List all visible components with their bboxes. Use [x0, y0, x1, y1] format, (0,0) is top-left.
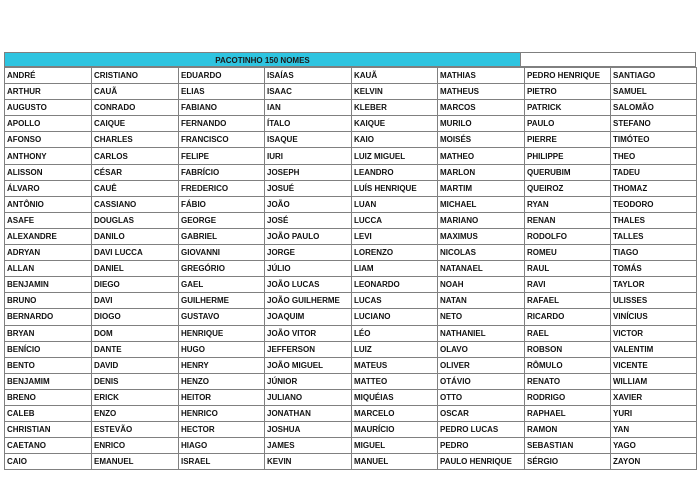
name-cell[interactable]: JORGE: [265, 245, 352, 261]
table-row: [5, 68, 697, 84]
name-cell[interactable]: ANDRÉ: [5, 68, 92, 84]
name-cell[interactable]: HENRY: [179, 357, 265, 373]
name-cell[interactable]: CAUÊ: [92, 180, 179, 196]
name-cell[interactable]: NATANAEL: [438, 261, 525, 277]
name-cell[interactable]: STEFANO: [611, 116, 697, 132]
name-cell[interactable]: JOÃO MIGUEL: [265, 357, 352, 373]
name-cell[interactable]: YAN: [611, 422, 697, 438]
name-cell[interactable]: CASSIANO: [92, 196, 179, 212]
table-row: [5, 341, 697, 357]
table-row: [5, 84, 697, 100]
name-cell[interactable]: RYAN: [525, 196, 611, 212]
name-cell[interactable]: IAN: [265, 100, 352, 116]
name-cell[interactable]: LUIZ MIGUEL: [352, 148, 438, 164]
name-cell[interactable]: JÚLIO: [265, 261, 352, 277]
name-cell[interactable]: NOAH: [438, 277, 525, 293]
name-cell[interactable]: ELIAS: [179, 84, 265, 100]
name-cell[interactable]: LEONARDO: [352, 277, 438, 293]
name-cell[interactable]: TIAGO: [611, 245, 697, 261]
name-cell[interactable]: DENIS: [92, 373, 179, 389]
name-cell[interactable]: TALLES: [611, 228, 697, 244]
table-row: [5, 100, 697, 116]
name-cell[interactable]: OLIVER: [438, 357, 525, 373]
name-cell[interactable]: BRUNO: [5, 293, 92, 309]
name-cell[interactable]: CALEB: [5, 405, 92, 421]
table-row: [5, 293, 697, 309]
name-cell[interactable]: LUAN: [352, 196, 438, 212]
name-cell[interactable]: KELVIN: [352, 84, 438, 100]
name-cell[interactable]: HECTOR: [179, 422, 265, 438]
name-cell[interactable]: THOMAZ: [611, 180, 697, 196]
name-cell[interactable]: YURI: [611, 405, 697, 421]
name-cell[interactable]: ERICK: [92, 389, 179, 405]
name-cell[interactable]: QUEIROZ: [525, 180, 611, 196]
name-cell[interactable]: BRENO: [5, 389, 92, 405]
name-cell[interactable]: HIAGO: [179, 438, 265, 454]
name-cell[interactable]: BENÍCIO: [5, 341, 92, 357]
name-cell[interactable]: DIEGO: [92, 277, 179, 293]
table-row: [5, 277, 697, 293]
name-cell[interactable]: YAGO: [611, 438, 697, 454]
name-cell[interactable]: GEORGE: [179, 212, 265, 228]
name-cell[interactable]: PATRICK: [525, 100, 611, 116]
name-cell[interactable]: MATEUS: [352, 357, 438, 373]
name-cell[interactable]: FABIANO: [179, 100, 265, 116]
name-cell[interactable]: DAVI LUCCA: [92, 245, 179, 261]
header-row: [4, 52, 696, 67]
name-cell[interactable]: SAMUEL: [611, 84, 697, 100]
name-cell[interactable]: DAVI: [92, 293, 179, 309]
name-cell[interactable]: RAPHAEL: [525, 405, 611, 421]
name-cell[interactable]: HENZO: [179, 373, 265, 389]
table-row: [5, 148, 697, 164]
names-table-body: [5, 68, 697, 470]
name-cell[interactable]: TADEU: [611, 164, 697, 180]
table-row: [5, 438, 697, 454]
name-cell[interactable]: QUERUBIM: [525, 164, 611, 180]
name-cell[interactable]: GAEL: [179, 277, 265, 293]
name-cell[interactable]: TIMÓTEO: [611, 132, 697, 148]
names-table: [4, 67, 697, 470]
name-cell[interactable]: TEODORO: [611, 196, 697, 212]
name-cell[interactable]: RAMON: [525, 422, 611, 438]
name-cell[interactable]: HUGO: [179, 341, 265, 357]
name-cell[interactable]: ROMEU: [525, 245, 611, 261]
name-cell[interactable]: ASAFE: [5, 212, 92, 228]
name-cell[interactable]: DANIEL: [92, 261, 179, 277]
name-cell[interactable]: TOMÁS: [611, 261, 697, 277]
name-cell[interactable]: PAULO: [525, 116, 611, 132]
header-empty-cell[interactable]: [521, 52, 696, 67]
name-cell[interactable]: NATHANIEL: [438, 325, 525, 341]
name-cell[interactable]: FELIPE: [179, 148, 265, 164]
name-cell[interactable]: JEFFERSON: [265, 341, 352, 357]
name-cell[interactable]: PHILIPPE: [525, 148, 611, 164]
name-cell[interactable]: LEVI: [352, 228, 438, 244]
name-cell[interactable]: JOÃO PAULO: [265, 228, 352, 244]
name-cell[interactable]: MIGUEL: [352, 438, 438, 454]
name-cell[interactable]: PIERRE: [525, 132, 611, 148]
table-row: [5, 212, 697, 228]
name-cell[interactable]: RODRIGO: [525, 389, 611, 405]
name-cell[interactable]: SALOMÃO: [611, 100, 697, 116]
name-cell[interactable]: RAVI: [525, 277, 611, 293]
name-cell[interactable]: LIAM: [352, 261, 438, 277]
name-cell[interactable]: MARLON: [438, 164, 525, 180]
name-cell[interactable]: LUÍS HENRIQUE: [352, 180, 438, 196]
table-row: [5, 245, 697, 261]
name-cell[interactable]: MANUEL: [352, 454, 438, 470]
name-cell[interactable]: KAIQUE: [352, 116, 438, 132]
name-cell[interactable]: CAETANO: [5, 438, 92, 454]
name-cell[interactable]: SEBASTIAN: [525, 438, 611, 454]
name-cell[interactable]: OTTO: [438, 389, 525, 405]
name-cell[interactable]: JOÃO GUILHERME: [265, 293, 352, 309]
name-cell[interactable]: JAMES: [265, 438, 352, 454]
name-cell[interactable]: ALLAN: [5, 261, 92, 277]
name-cell[interactable]: ENRICO: [92, 438, 179, 454]
name-cell[interactable]: GREGÓRIO: [179, 261, 265, 277]
name-cell[interactable]: GABRIEL: [179, 228, 265, 244]
name-cell[interactable]: ENZO: [92, 405, 179, 421]
table-row: [5, 116, 697, 132]
name-cell[interactable]: XAVIER: [611, 389, 697, 405]
name-cell[interactable]: ESTEVÃO: [92, 422, 179, 438]
name-cell[interactable]: CHARLES: [92, 132, 179, 148]
name-cell[interactable]: AFONSO: [5, 132, 92, 148]
name-cell[interactable]: RICARDO: [525, 309, 611, 325]
table-row: [5, 228, 697, 244]
name-cell[interactable]: JOSÉ: [265, 212, 352, 228]
name-cell[interactable]: OTÁVIO: [438, 373, 525, 389]
table-row: [5, 164, 697, 180]
name-cell[interactable]: ALEXANDRE: [5, 228, 92, 244]
name-cell[interactable]: FRANCISCO: [179, 132, 265, 148]
name-cell[interactable]: PIETRO: [525, 84, 611, 100]
name-cell[interactable]: WILLIAM: [611, 373, 697, 389]
name-cell[interactable]: MATHEO: [438, 148, 525, 164]
name-cell[interactable]: JOÃO LUCAS: [265, 277, 352, 293]
name-cell[interactable]: TAYLOR: [611, 277, 697, 293]
name-cell[interactable]: APOLLO: [5, 116, 92, 132]
table-row: [5, 405, 697, 421]
name-cell[interactable]: HENRIQUE: [179, 325, 265, 341]
name-cell[interactable]: PEDRO HENRIQUE: [525, 68, 611, 84]
name-cell[interactable]: GUILHERME: [179, 293, 265, 309]
name-cell[interactable]: RÔMULO: [525, 357, 611, 373]
name-cell[interactable]: RENAN: [525, 212, 611, 228]
name-cell[interactable]: CAUÃ: [92, 84, 179, 100]
name-cell[interactable]: JOSHUA: [265, 422, 352, 438]
table-row: [5, 196, 697, 212]
name-cell[interactable]: EMANUEL: [92, 454, 179, 470]
name-cell[interactable]: KAUÃ: [352, 68, 438, 84]
name-cell[interactable]: PEDRO LUCAS: [438, 422, 525, 438]
name-cell[interactable]: OLAVO: [438, 341, 525, 357]
name-cell[interactable]: FREDERICO: [179, 180, 265, 196]
name-cell[interactable]: JOÃO VITOR: [265, 325, 352, 341]
name-cell[interactable]: MARCELO: [352, 405, 438, 421]
name-cell[interactable]: MARIANO: [438, 212, 525, 228]
name-cell[interactable]: EDUARDO: [179, 68, 265, 84]
name-cell[interactable]: IURI: [265, 148, 352, 164]
table-row: [5, 132, 697, 148]
name-cell[interactable]: NETO: [438, 309, 525, 325]
name-cell[interactable]: GIOVANNI: [179, 245, 265, 261]
name-cell[interactable]: JONATHAN: [265, 405, 352, 421]
table-row: [5, 389, 697, 405]
name-cell[interactable]: RENATO: [525, 373, 611, 389]
name-cell[interactable]: RAEL: [525, 325, 611, 341]
name-cell[interactable]: ROBSON: [525, 341, 611, 357]
name-cell[interactable]: ISAÍAS: [265, 68, 352, 84]
table-row: [5, 261, 697, 277]
name-cell[interactable]: KEVIN: [265, 454, 352, 470]
name-cell[interactable]: KAIO: [352, 132, 438, 148]
name-cell[interactable]: BENTO: [5, 357, 92, 373]
name-cell[interactable]: SANTIAGO: [611, 68, 697, 84]
name-cell[interactable]: CRISTIANO: [92, 68, 179, 84]
spreadsheet: [4, 52, 696, 470]
name-cell[interactable]: FABRÍCIO: [179, 164, 265, 180]
name-cell[interactable]: AUGUSTO: [5, 100, 92, 116]
name-cell[interactable]: JÚNIOR: [265, 373, 352, 389]
name-cell[interactable]: MARTIM: [438, 180, 525, 196]
name-cell[interactable]: ADRYAN: [5, 245, 92, 261]
name-cell[interactable]: MATTEO: [352, 373, 438, 389]
name-cell[interactable]: ALISSON: [5, 164, 92, 180]
name-cell[interactable]: RAUL: [525, 261, 611, 277]
name-cell[interactable]: NICOLAS: [438, 245, 525, 261]
table-row: [5, 373, 697, 389]
name-cell[interactable]: ÍTALO: [265, 116, 352, 132]
name-cell[interactable]: CHRISTIAN: [5, 422, 92, 438]
name-cell[interactable]: LÉO: [352, 325, 438, 341]
name-cell[interactable]: ARTHUR: [5, 84, 92, 100]
name-cell[interactable]: NATAN: [438, 293, 525, 309]
name-cell[interactable]: ISAAC: [265, 84, 352, 100]
name-cell[interactable]: BERNARDO: [5, 309, 92, 325]
table-row: [5, 357, 697, 373]
name-cell[interactable]: ANTHONY: [5, 148, 92, 164]
name-cell[interactable]: JOSEPH: [265, 164, 352, 180]
name-cell[interactable]: FERNANDO: [179, 116, 265, 132]
name-cell[interactable]: PEDRO: [438, 438, 525, 454]
name-cell[interactable]: CONRADO: [92, 100, 179, 116]
name-cell[interactable]: ANTÔNIO: [5, 196, 92, 212]
name-cell[interactable]: JOAQUIM: [265, 309, 352, 325]
name-cell[interactable]: LEANDRO: [352, 164, 438, 180]
name-cell[interactable]: JOÃO: [265, 196, 352, 212]
name-cell[interactable]: BENJAMIN: [5, 277, 92, 293]
name-cell[interactable]: PAULO HENRIQUE: [438, 454, 525, 470]
name-cell[interactable]: CÉSAR: [92, 164, 179, 180]
table-row: [5, 180, 697, 196]
name-cell[interactable]: JULIANO: [265, 389, 352, 405]
name-cell[interactable]: ZAYON: [611, 454, 697, 470]
name-cell[interactable]: SÉRGIO: [525, 454, 611, 470]
name-cell[interactable]: MURILO: [438, 116, 525, 132]
name-cell[interactable]: DAVID: [92, 357, 179, 373]
name-cell[interactable]: ISRAEL: [179, 454, 265, 470]
name-cell[interactable]: HENRICO: [179, 405, 265, 421]
name-cell[interactable]: MOISÉS: [438, 132, 525, 148]
name-cell[interactable]: MIQUÉIAS: [352, 389, 438, 405]
name-cell[interactable]: DIOGO: [92, 309, 179, 325]
name-cell[interactable]: DOM: [92, 325, 179, 341]
name-cell[interactable]: GUSTAVO: [179, 309, 265, 325]
name-cell[interactable]: LUIZ: [352, 341, 438, 357]
name-cell[interactable]: ÁLVARO: [5, 180, 92, 196]
name-cell[interactable]: BRYAN: [5, 325, 92, 341]
table-row: [5, 422, 697, 438]
name-cell[interactable]: BENJAMIM: [5, 373, 92, 389]
name-cell[interactable]: MARCOS: [438, 100, 525, 116]
name-cell[interactable]: VALENTIM: [611, 341, 697, 357]
name-cell[interactable]: JOSUÉ: [265, 180, 352, 196]
name-cell[interactable]: MAXIMUS: [438, 228, 525, 244]
name-cell[interactable]: LUCIANO: [352, 309, 438, 325]
table-row: [5, 325, 697, 341]
name-cell[interactable]: MAURÍCIO: [352, 422, 438, 438]
name-cell[interactable]: CAIO: [5, 454, 92, 470]
name-cell[interactable]: VICENTE: [611, 357, 697, 373]
name-cell[interactable]: THALES: [611, 212, 697, 228]
name-cell[interactable]: HEITOR: [179, 389, 265, 405]
name-cell[interactable]: CARLOS: [92, 148, 179, 164]
name-cell[interactable]: FÁBIO: [179, 196, 265, 212]
name-cell[interactable]: RAFAEL: [525, 293, 611, 309]
name-cell[interactable]: VICTOR: [611, 325, 697, 341]
name-cell[interactable]: DOUGLAS: [92, 212, 179, 228]
name-cell[interactable]: LUCAS: [352, 293, 438, 309]
sheet-title[interactable]: PACOTINHO 150 NOMES: [4, 52, 521, 67]
name-cell[interactable]: MICHAEL: [438, 196, 525, 212]
name-cell[interactable]: LORENZO: [352, 245, 438, 261]
name-cell[interactable]: LUCCA: [352, 212, 438, 228]
name-cell[interactable]: DANILO: [92, 228, 179, 244]
name-cell[interactable]: MATHIAS: [438, 68, 525, 84]
name-cell[interactable]: KLEBER: [352, 100, 438, 116]
name-cell[interactable]: VINÍCIUS: [611, 309, 697, 325]
name-cell[interactable]: CAIQUE: [92, 116, 179, 132]
name-cell[interactable]: THEO: [611, 148, 697, 164]
table-row: [5, 454, 697, 470]
name-cell[interactable]: OSCAR: [438, 405, 525, 421]
name-cell[interactable]: ISAQUE: [265, 132, 352, 148]
name-cell[interactable]: RODOLFO: [525, 228, 611, 244]
name-cell[interactable]: DANTE: [92, 341, 179, 357]
table-row: [5, 309, 697, 325]
name-cell[interactable]: ULISSES: [611, 293, 697, 309]
name-cell[interactable]: MATHEUS: [438, 84, 525, 100]
